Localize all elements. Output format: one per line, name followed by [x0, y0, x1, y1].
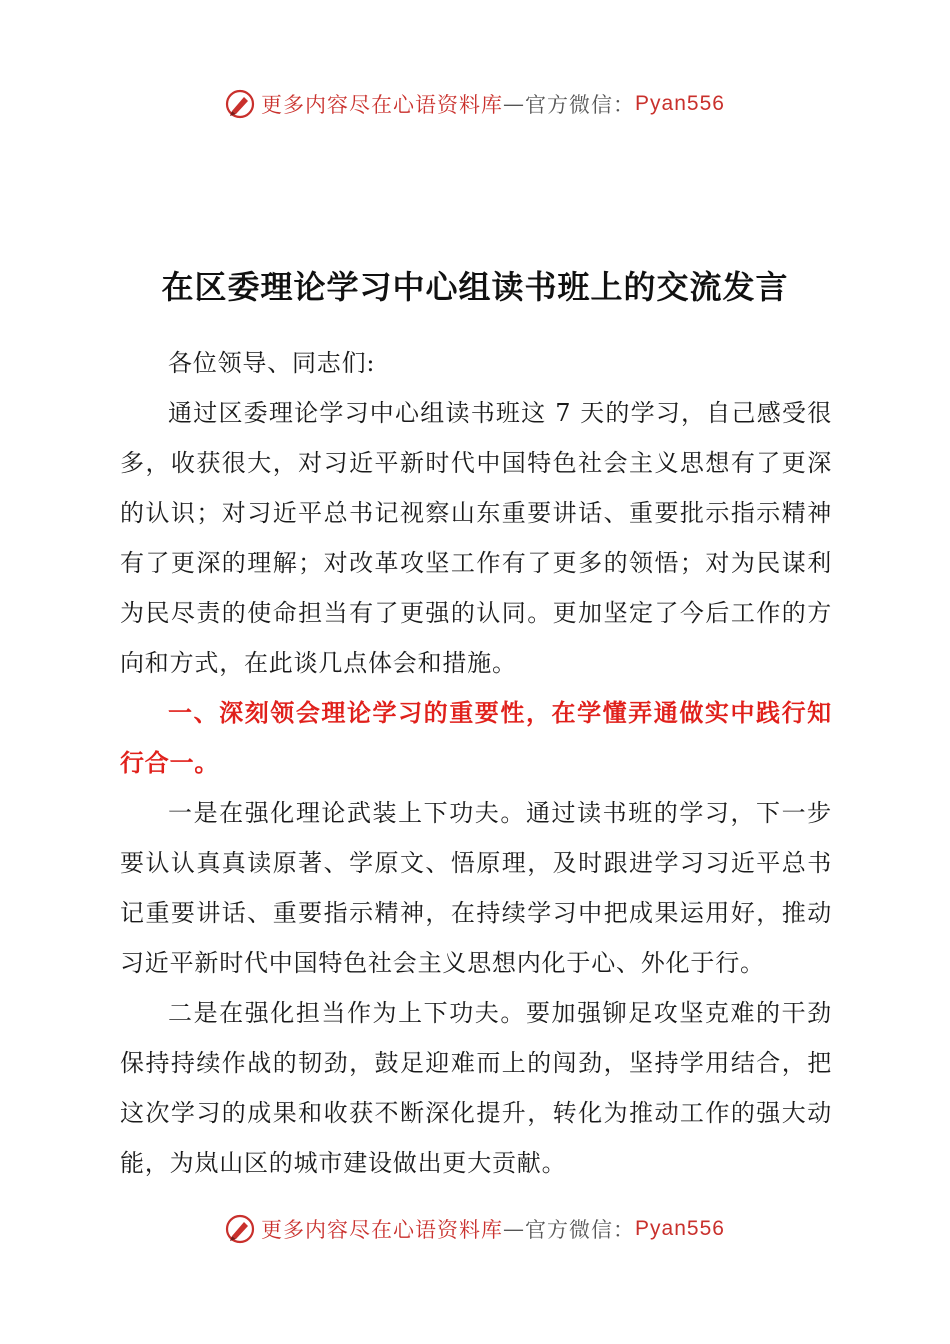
watermark-official-text: 官方微信：: [525, 1218, 636, 1242]
section-paragraph: 一是在强化理论武装上下功夫。通过读书班的学习，下一步要认认真真读原著、学原文、悟原理，及时跟进学习习近平总书记重要讲话、重要指示精神，在持续学习中把成果运用好，推动习近平新时代中国特色社会主义思想内化于心、外化于行。: [120, 799, 832, 977]
watermark-dash: —: [503, 92, 526, 116]
watermark-main-text: 更多内容尽在心语资料库: [261, 1218, 504, 1242]
watermark-main-text: 更多内容尽在心语资料库: [261, 93, 504, 117]
salutation: 各位领导、同志们:: [168, 349, 376, 377]
section-heading: 一、深刻领会理论学习的重要性，在学懂弄通做实中践行知行合一。: [120, 699, 832, 777]
footer-watermark: [0, 1207, 950, 1251]
document-title: 在区委理论学习中心组读书班上的交流发言: [161, 268, 789, 306]
watermark-handle: Pyan556: [635, 1217, 725, 1240]
pen-nib-logo-icon: [225, 89, 255, 119]
intro-paragraph: 通过区委理论学习中心组读书班这 7 天的学习，自己感受很多，收获很大，对习近平新时代中国特色社会主义思想有了更深的认识；对习近平总书记视察山东重要讲话、重要批示指示精神有了更深的理解；对改革攻坚工作有了更多的领悟；对为民谋利为民尽责的使命担当有了更强的认同。更加坚定了今后工作的方向和方式，在此谈几点体会和措施。: [120, 399, 832, 677]
watermark-official-text: 官方微信：: [525, 93, 636, 117]
section-paragraph: 二是在强化担当作为上下功夫。要加强铆足攻坚克难的干劲保持持续作战的韧劲，鼓足迎难而上的闯劲，坚持学用结合，把这次学习的成果和收获不断深化提升，转化为推动工作的强大动能，为岚山区的城市建设做出更大贡献。: [120, 999, 832, 1177]
pen-nib-logo-icon: [225, 1214, 255, 1244]
document-body: [120, 338, 832, 1188]
watermark-dash: —: [503, 1217, 526, 1241]
watermark-handle: Pyan556: [635, 92, 725, 115]
header-watermark: [0, 82, 950, 126]
